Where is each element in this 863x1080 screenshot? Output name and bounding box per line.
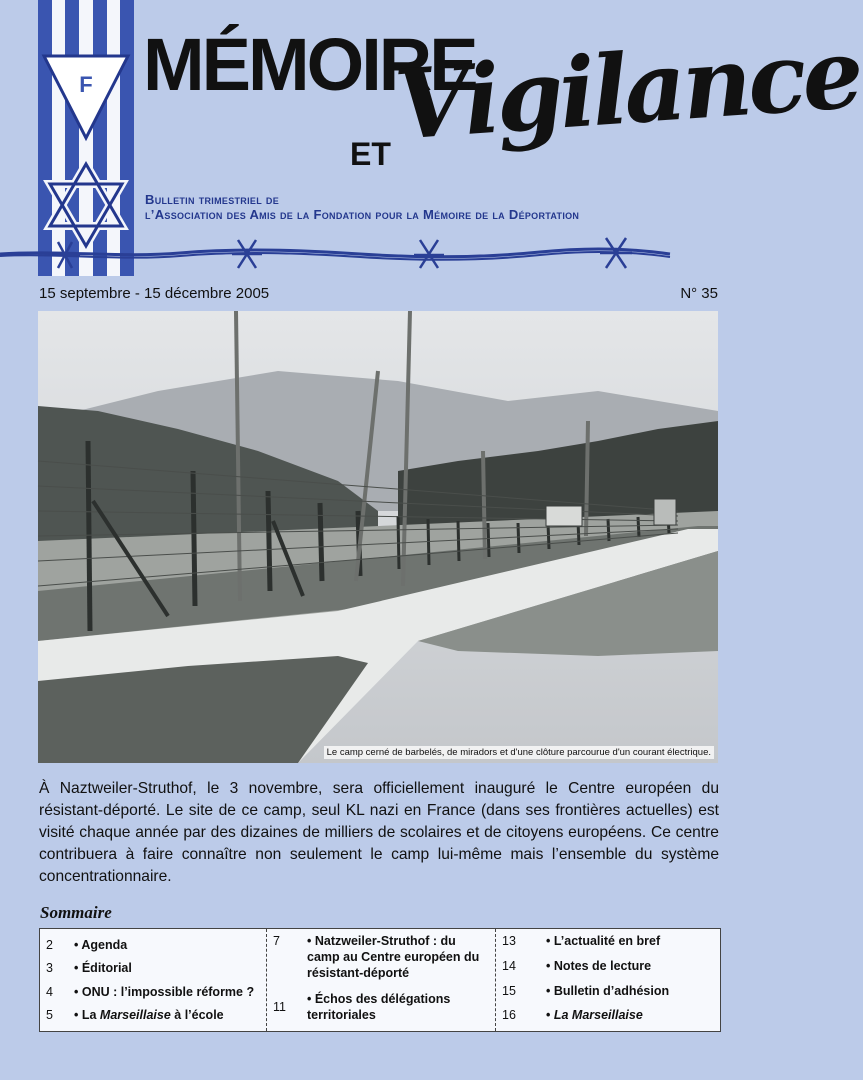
masthead-title-et: ET [350,136,391,172]
toc-label: • Échos des délégations territoriales [307,992,451,1022]
toc-page-number: 14 [502,959,516,973]
toc-page-number: 13 [502,934,516,948]
toc-label: • L’actualité en bref [546,934,661,948]
camp-fence-photo [38,311,718,763]
masthead-title-memoire: MÉMOIRE [143,23,476,106]
toc-label: • La Marseillaise à l’école [74,1008,224,1022]
toc-item[interactable] [273,933,491,997]
toc-page-number: 15 [502,984,516,998]
toc-column-1 [40,929,266,1031]
issue-date-range: 15 septembre - 15 décembre 2005 [39,285,270,302]
toc-label: • Notes de lecture [546,959,652,973]
table-of-contents [39,928,721,1032]
toc-item[interactable] [273,991,491,1027]
toc-page-number: 5 [46,1008,53,1022]
masthead-subtitle-line2: l’Association des Amis de la Fondation pour la Mémoire de la Déportation [145,207,580,222]
toc-label: • Bulletin d’adhésion [546,984,670,998]
toc-column-2 [266,929,496,1031]
intro-paragraph: À Naztweiler-Struthof, le 3 novembre, sera officiellement inauguré le Centre européen du résistant-déporté. Le site de ce camp, seul KL nazi en France (dans ses frontières actuelles) est visité chaque année par des dizaines de milliers de scolaires et de citoyens européens. Ce centre contribuera à faire connaître non seulement le camp lui-même mais l’ensemble du système concentrationnaire. [39,780,719,885]
sommaire-title: Sommaire [40,903,112,922]
masthead-subtitle-line1: Bulletin trimestriel de [145,192,280,207]
toc-label: • ONU : l’impossible réforme ? [74,985,255,999]
masthead-title-vigilance: Vigilance [391,16,863,162]
toc-column-3 [495,929,720,1031]
toc-label: • Agenda [74,938,128,952]
triangle-badge-icon [44,56,128,138]
photo-caption: Le camp cerné de barbelés, de miradors et d'une clôture parcourue d'un courant électrique. [324,746,714,759]
toc-page-number: 3 [46,961,53,975]
toc-label: • La Marseillaise [546,1008,643,1022]
toc-page-number: 2 [46,938,53,952]
toc-page-number: 7 [273,934,280,948]
cover-photo [38,311,718,763]
barbed-wire-icon [0,228,763,274]
toc-label: • Éditorial [74,961,132,975]
toc-page-number: 4 [46,985,53,999]
logo-letter: F [79,72,93,97]
toc-label: • Natzweiler-Struthof : du camp au Centre européen du résistant-déporté [307,934,480,980]
toc-page-number: 11 [273,1000,286,1014]
toc-page-number: 16 [502,1008,516,1022]
issue-number: N° 35 [680,285,718,302]
